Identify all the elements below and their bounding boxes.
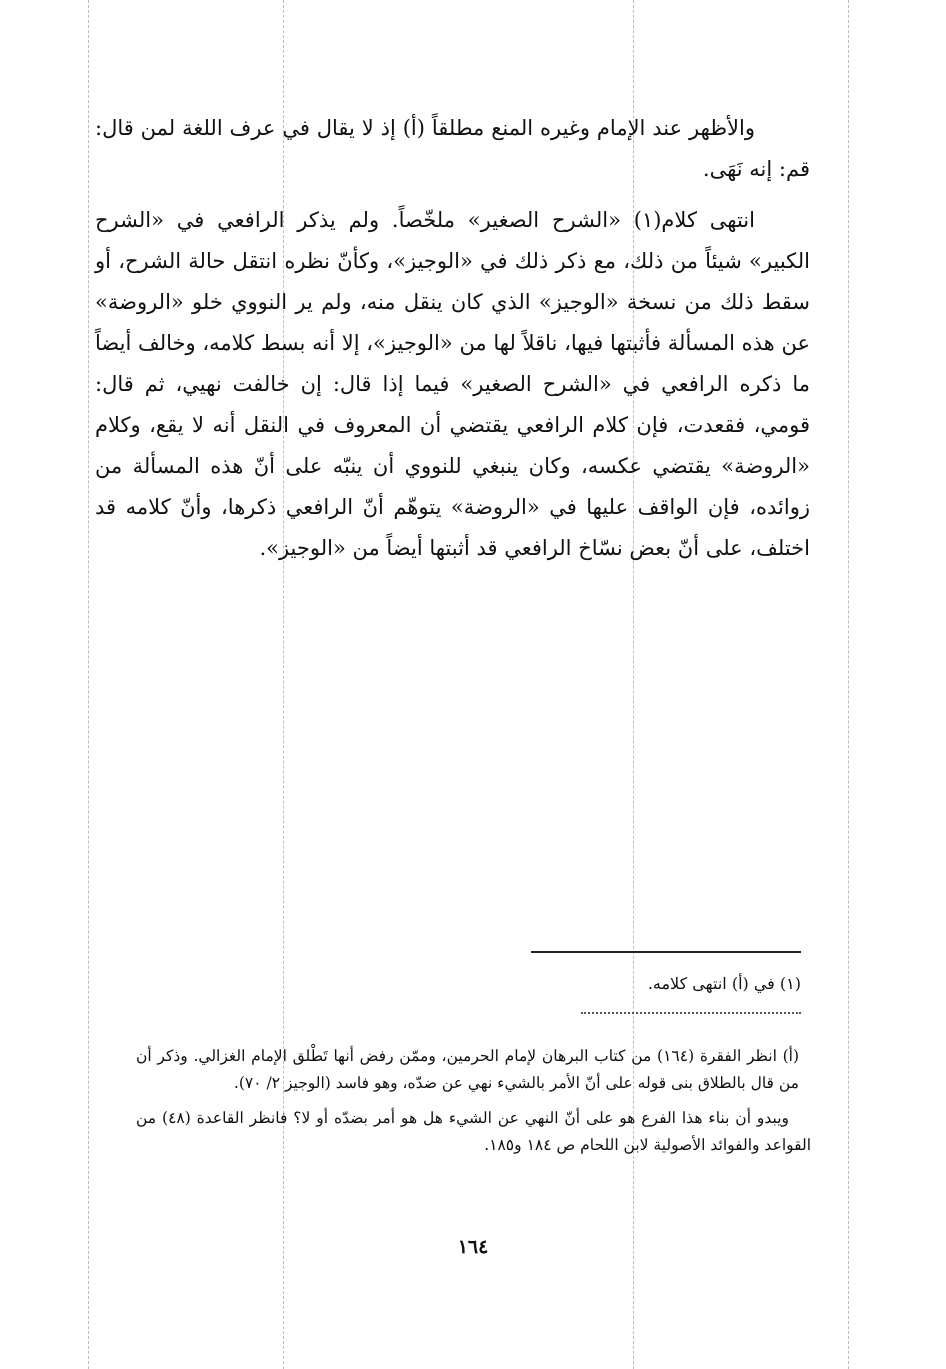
page-number: ١٦٤	[457, 1236, 489, 1258]
scan-guide-line	[88, 0, 89, 1369]
main-text	[95, 108, 810, 569]
paragraph-2: انتهى كلام(١) «الشرح الصغير» ملخّصاً. ولم يذكر الرافعي في «الشرح الكبير» شيئاً من ذلك، مع ذكر ذلك في «الوجيز»، وكأنّ نظره انتقل حالة الشرح، أو سقط ذلك من نسخة «الوجيز» الذي كان ينقل منه، ولم ير النووي خلو «الروضة» عن هذه المسألة فأثبتها فيها، ناقلاً لها من «الوجيز»، إلا أنه بسط كلامه، وخالف أيضاً ما ذكره الرافعي في «الشرح الصغير» فيما إذا قال: إن خالفت نهيي، ثم قال: قومي، فقعدت، فإن كلام الرافعي يقتضي أن المعروف في النقل أنه لا يقع، وكلام «الروضة» يقتضي عكسه، وكان ينبغي للنووي أن ينبّه على أنّ هذه المسألة من زوائده، فإن الواقف عليها في «الروضة» يتوهّم أنّ الرافعي ذكرها، وأنّ كلامه قد اختلف، على أنّ بعض نسّاخ الرافعي قد أثبتها أيضاً من «الوجيز».	[95, 208, 810, 560]
footnote-separator	[531, 951, 801, 953]
paragraph-1: والأظهر عند الإمام وغيره المنع مطلقاً (أ) إذ لا يقال في عرف اللغة لمن قال: قم: إنه نَهَى.	[95, 116, 810, 181]
commentary-note-2: ويبدو أن بناء هذا الفرع هو على أنّ النهي عن الشيء هل هو أمر بضدّه أو لا؟ فانظر القاعدة (٤٨) من القواعد والفوائد الأصولية لابن اللحام ص ١٨٤ و١٨٥.	[136, 1109, 811, 1154]
commentary-notes	[136, 1043, 811, 1159]
commentary-note-1: (أ) انظر الفقرة (١٦٤) من كتاب البرهان لإمام الحرمين، وممّن رفض أنها تَطْلق الإمام الغزالي. وذكر أن من قال بالطلاق بنى قوله على أنّ الأمر بالشيء نهي عن ضدّه، وهو فاسد (الوجيز ٢/ ٧٠).	[136, 1047, 800, 1092]
scan-guide-line	[848, 0, 849, 1369]
dotted-separator	[581, 1012, 801, 1014]
variant-footnote: (١) في (أ) انتهى كلامه.	[647, 974, 801, 993]
